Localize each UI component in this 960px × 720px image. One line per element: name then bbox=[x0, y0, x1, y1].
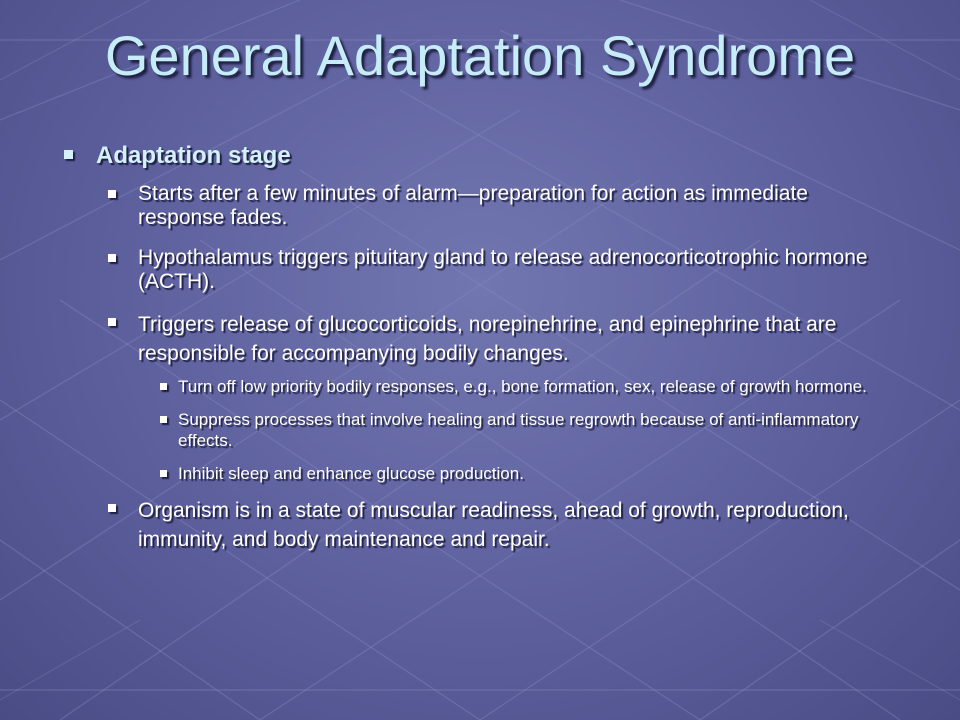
level3-bullet bbox=[160, 376, 900, 397]
square-bullet-icon bbox=[108, 254, 116, 262]
slide-content bbox=[60, 140, 900, 554]
level1-bullet-adaptation-stage bbox=[60, 140, 900, 172]
square-bullet-icon bbox=[160, 383, 167, 390]
bullet-text: Hypothalamus triggers pituitary gland to release adrenocorticotrophic hormone (ACTH). bbox=[138, 246, 868, 293]
square-bullet-icon bbox=[160, 470, 167, 477]
bullet-text: Organism is in a state of muscular readiness, ahead of growth, reproduction, immunity, and body maintenance and repair. bbox=[138, 499, 849, 551]
square-bullet-icon bbox=[64, 150, 73, 159]
bullet-text: Triggers release of glucocorticoids, norepinehrine, and epinephrine that are responsible for accompanying bodily changes. bbox=[138, 313, 837, 365]
level2-bullet bbox=[106, 496, 900, 554]
slide-title: General Adaptation Syndrome bbox=[104, 24, 856, 87]
square-bullet-icon bbox=[108, 318, 116, 326]
level2-bullet bbox=[106, 310, 900, 368]
level2-bullet bbox=[106, 182, 900, 230]
level2-bullet bbox=[106, 246, 900, 294]
sub-bullet-text: Suppress processes that involve healing and tissue regrowth because of anti-inflammatory effects. bbox=[178, 410, 859, 450]
level3-bullet bbox=[160, 409, 900, 451]
square-bullet-icon bbox=[160, 416, 167, 423]
sub-bullet-text: Inhibit sleep and enhance glucose production. bbox=[178, 464, 524, 483]
bullet-heading-text: Adaptation stage bbox=[96, 142, 291, 169]
square-bullet-icon bbox=[108, 504, 116, 512]
sub-bullet-text: Turn off low priority bodily responses, e.g., bone formation, sex, release of growth hormone. bbox=[178, 377, 867, 396]
square-bullet-icon bbox=[108, 190, 116, 198]
level3-bullet bbox=[160, 463, 900, 484]
bullet-text: Starts after a few minutes of alarm—preparation for action as immediate response fades. bbox=[138, 182, 808, 229]
